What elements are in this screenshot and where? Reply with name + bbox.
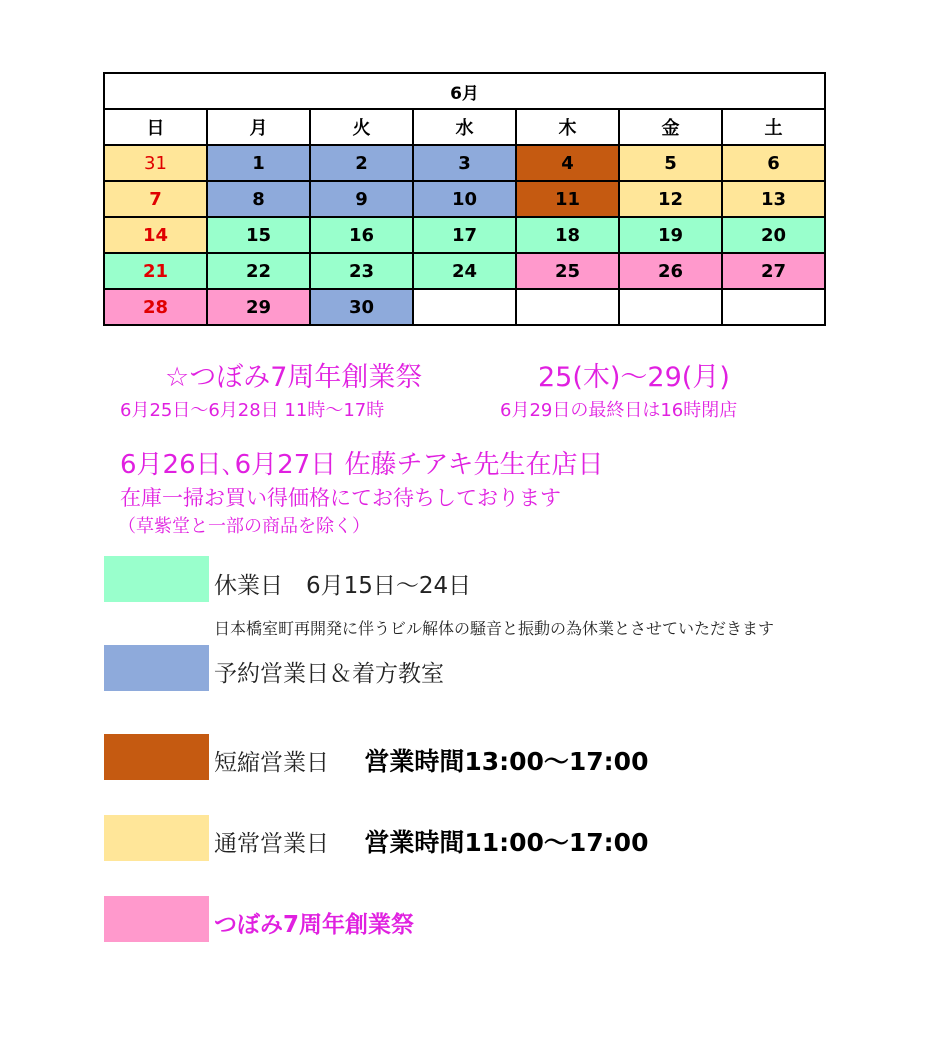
day-cell: 19 xyxy=(619,217,722,253)
week-row xyxy=(104,289,825,325)
day-cell: 30 xyxy=(310,289,413,325)
weekday-header: 木 xyxy=(516,109,619,145)
regular-day-label: 通常営業日 xyxy=(214,831,329,857)
month-title: 6月 xyxy=(104,73,825,109)
empty-day-cell xyxy=(516,289,619,325)
day-cell: 3 xyxy=(413,145,516,181)
short-day-label: 短縮営業日 xyxy=(214,750,329,776)
weekday-header: 月 xyxy=(207,109,310,145)
weekday-header: 火 xyxy=(310,109,413,145)
short-day-swatch xyxy=(104,734,209,780)
legend-regular-day xyxy=(214,823,648,859)
day-cell: 24 xyxy=(413,253,516,289)
empty-day-cell xyxy=(722,289,825,325)
festival-dates: 25(木)～29(月) xyxy=(538,362,730,393)
calendar-table xyxy=(103,72,826,326)
empty-day-cell xyxy=(413,289,516,325)
legend-closed-reason: 日本橋室町再開発に伴うビル解体の騒音と振動の為休業とさせていただきます xyxy=(214,619,775,638)
week-row xyxy=(104,253,825,289)
legend-closed: 休業日 6月15日～24日 xyxy=(214,573,472,599)
short-day-hours: 営業時間13:00～17:00 xyxy=(364,747,649,776)
day-cell: 25 xyxy=(516,253,619,289)
day-cell: 22 xyxy=(207,253,310,289)
exclusion-note: （草紫堂と一部の商品を除く） xyxy=(118,516,370,537)
regular-day-hours: 営業時間11:00～17:00 xyxy=(364,828,649,857)
last-day-notice: 6月29日の最終日は16時閉店 xyxy=(500,400,738,421)
day-cell: 20 xyxy=(722,217,825,253)
day-cell: 17 xyxy=(413,217,516,253)
day-cell: 23 xyxy=(310,253,413,289)
day-cell: 2 xyxy=(310,145,413,181)
legend-festival: つぼみ7周年創業祭 xyxy=(214,912,415,938)
day-cell: 21 xyxy=(104,253,207,289)
festival-hours: 6月25日～6月28日 11時～17時 xyxy=(120,400,385,421)
week-row xyxy=(104,217,825,253)
weekday-header: 土 xyxy=(722,109,825,145)
weekday-header-row xyxy=(104,109,825,145)
day-cell: 13 xyxy=(722,181,825,217)
day-cell: 8 xyxy=(207,181,310,217)
day-cell: 12 xyxy=(619,181,722,217)
day-cell: 11 xyxy=(516,181,619,217)
day-cell: 6 xyxy=(722,145,825,181)
stock-sale-notice: 在庫一掃お買い得価格にてお待ちしております xyxy=(120,486,561,510)
day-cell: 15 xyxy=(207,217,310,253)
week-row xyxy=(104,145,825,181)
teacher-days: 6月26日､6月27日 佐藤チアキ先生在店日 xyxy=(120,450,604,480)
day-cell: 14 xyxy=(104,217,207,253)
festival-swatch xyxy=(104,896,209,942)
week-row xyxy=(104,181,825,217)
day-cell: 10 xyxy=(413,181,516,217)
day-cell: 16 xyxy=(310,217,413,253)
day-cell: 29 xyxy=(207,289,310,325)
day-cell: 7 xyxy=(104,181,207,217)
closed-swatch xyxy=(104,556,209,602)
weekday-header: 金 xyxy=(619,109,722,145)
day-cell: 9 xyxy=(310,181,413,217)
regular-day-swatch xyxy=(104,815,209,861)
reservation-swatch xyxy=(104,645,209,691)
weekday-header: 日 xyxy=(104,109,207,145)
day-cell: 4 xyxy=(516,145,619,181)
legend-reservation: 予約営業日＆着方教室 xyxy=(214,661,444,687)
day-cell: 5 xyxy=(619,145,722,181)
day-cell: 27 xyxy=(722,253,825,289)
festival-title: ☆つぼみ7周年創業祭 xyxy=(165,362,423,393)
legend-short-day xyxy=(214,742,648,778)
empty-day-cell xyxy=(619,289,722,325)
day-cell: 1 xyxy=(207,145,310,181)
day-cell: 28 xyxy=(104,289,207,325)
day-cell: 26 xyxy=(619,253,722,289)
day-cell: 31 xyxy=(104,145,207,181)
weekday-header: 水 xyxy=(413,109,516,145)
day-cell: 18 xyxy=(516,217,619,253)
